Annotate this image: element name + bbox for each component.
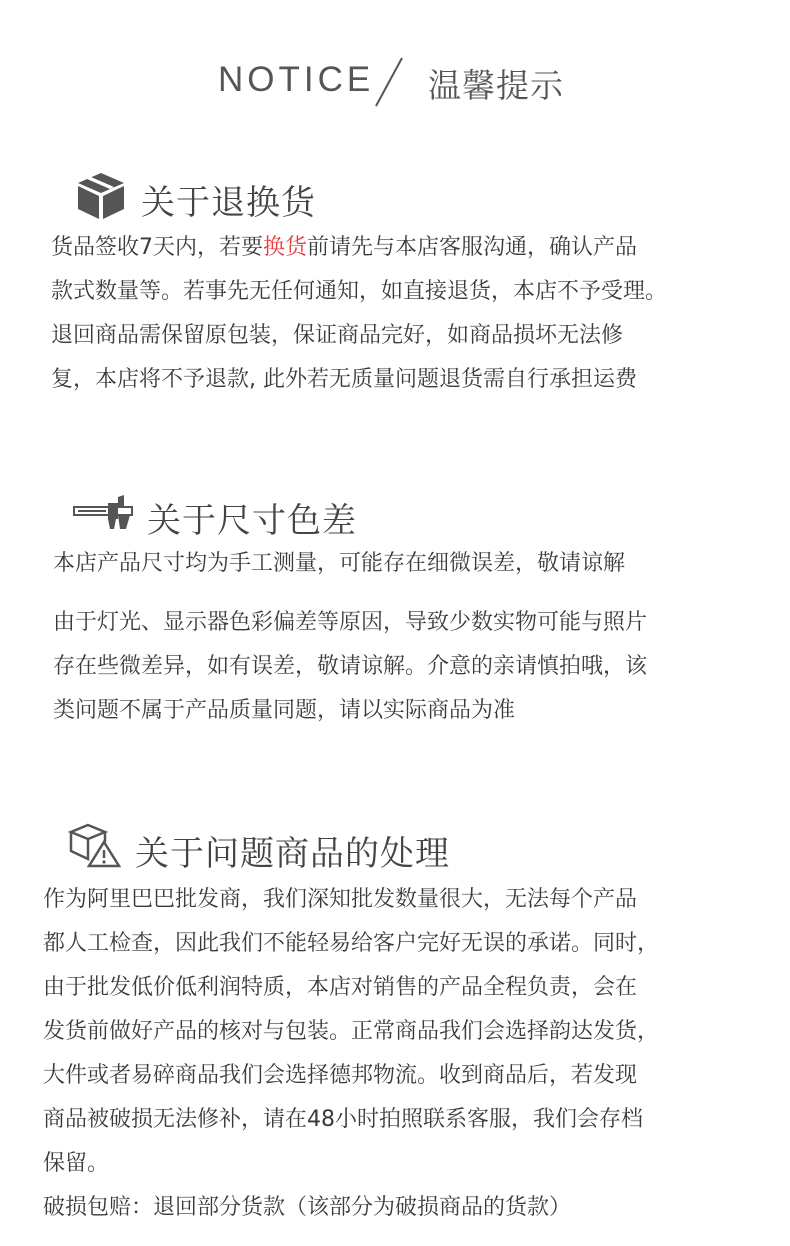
problem-line-1: 作为阿里巴巴批发商，我们深知批发数量很大，无法每个产品	[43, 887, 638, 912]
returns-line-4: 复，本店将不予退款, 此外若无质量问题退货需自行承担运费	[51, 367, 637, 392]
size-line-1: 本店产品尺寸均为手工测量，可能存在细微误差，敬请谅解	[53, 551, 626, 576]
problem-line-3: 由于批发低价低利润特质，本店对销售的产品全程负责，会在	[43, 975, 638, 1000]
size-line-4: 类问题不属于产品质量同题，请以实际商品为准	[53, 698, 516, 723]
returns-line-1	[51, 226, 667, 270]
size-paragraph-a	[53, 542, 625, 586]
returns-paragraph	[51, 226, 667, 402]
notice-title-en: NOTICE	[218, 60, 375, 99]
problem-line-4: 发货前做好产品的核对与包装。正常商品我们会选择韵达发货，	[43, 1019, 660, 1044]
notice-title-zh: 温馨提示	[428, 66, 564, 105]
notice-header	[0, 52, 790, 112]
section-title-returns: 关于退换货	[141, 183, 316, 223]
problem-line-2: 都人工检查，因此我们不能轻易给客户完好无误的承诺。同时，	[43, 931, 660, 956]
problem-line-5: 大件或者易碎商品我们会选择德邦物流。收到商品后，若发现	[43, 1063, 638, 1088]
size-paragraph-b	[53, 601, 647, 733]
returns-line-2: 款式数量等。若事先无任何通知，如直接退货，本店不予受理。	[51, 279, 668, 304]
problem-line-7: 保留。	[43, 1151, 110, 1176]
caliper-icon	[72, 493, 136, 531]
slash-divider	[370, 56, 410, 108]
section-title-size: 关于尺寸色差	[147, 501, 357, 541]
returns-line-3: 退回商品需保留原包装，保证商品完好，如商品损坏无法修	[51, 323, 624, 348]
exchange-highlight: 换货	[263, 235, 308, 260]
problem-goods-paragraph	[43, 878, 659, 1230]
package-box-icon	[76, 171, 126, 221]
returns-line-1-post: 前请先与本店客服沟通，确认产品	[307, 235, 638, 260]
size-line-3: 存在些微差异，如有误差，敬请谅解。介意的亲请慎拍哦，该	[53, 654, 648, 679]
problem-line-8: 破损包赔：退回部分货款（该部分为破损商品的货款）	[43, 1195, 572, 1220]
damaged-box-warning-icon	[68, 822, 122, 868]
section-title-problem-goods: 关于问题商品的处理	[135, 834, 450, 874]
returns-line-1-pre: 货品签收7天内，若要	[51, 235, 263, 260]
size-line-2: 由于灯光、显示器色彩偏差等原因，导致少数实物可能与照片	[53, 610, 648, 635]
problem-line-6: 商品被破损无法修补，请在48小时拍照联系客服，我们会存档	[43, 1107, 643, 1132]
